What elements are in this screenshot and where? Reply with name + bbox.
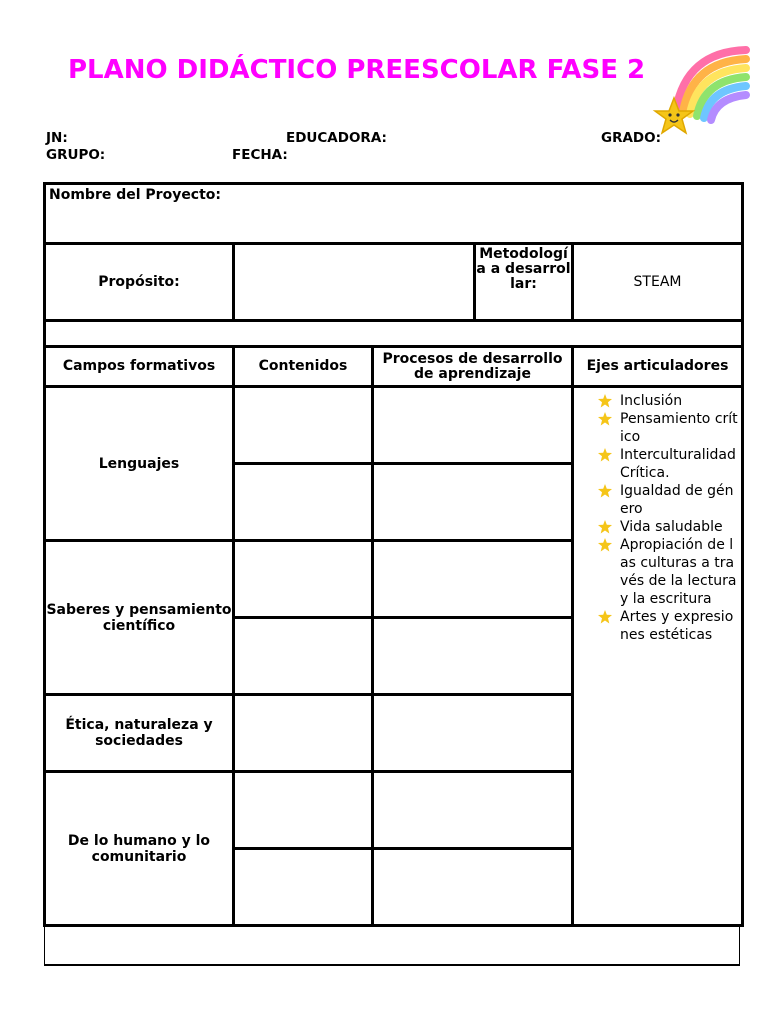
eje-item: Artes y expresiones estéticas [580, 608, 739, 644]
header-procesos: Procesos de desarrollo de aprendizaje [373, 347, 573, 387]
header-contenidos: Contenidos [234, 347, 373, 387]
header-campos: Campos formativos [45, 347, 234, 387]
star-bullet-icon [598, 394, 612, 408]
star-bullet-icon [598, 520, 612, 534]
eje-item: Inclusión [580, 392, 739, 410]
contenido-cell[interactable] [234, 695, 373, 772]
contenido-cell[interactable] [234, 618, 373, 695]
contenido-cell[interactable] [234, 464, 373, 541]
star-bullet-icon [598, 610, 612, 624]
rainbow-star-icon [646, 40, 750, 150]
campo-saberes: Saberes y pensamiento científico [45, 541, 234, 695]
page-title: PLANO DIDÁCTICO PREESCOLAR FASE 2 [68, 55, 646, 85]
fecha-label: FECHA: [232, 147, 288, 163]
campo-humano: De lo humano y lo comunitario [45, 772, 234, 926]
proposito-value-cell[interactable] [234, 244, 475, 321]
spacer-row [45, 321, 743, 347]
star-bullet-icon [598, 484, 612, 498]
proposito-label: Propósito: [45, 244, 234, 321]
planning-table [43, 182, 744, 927]
campo-etica: Ética, naturaleza y sociedades [45, 695, 234, 772]
proceso-cell[interactable] [373, 464, 573, 541]
proceso-cell[interactable] [373, 772, 573, 849]
header-ejes: Ejes articuladores [573, 347, 743, 387]
metodologia-value: STEAM [573, 244, 743, 321]
contenido-cell[interactable] [234, 772, 373, 849]
eje-item: Interculturalidad Crítica. [580, 446, 739, 482]
ejes-cell [573, 387, 743, 926]
contenido-cell[interactable] [234, 849, 373, 926]
eje-item: Pensamiento crítico [580, 410, 739, 446]
campo-lenguajes: Lenguajes [45, 387, 234, 541]
jn-label: JN: [46, 130, 68, 146]
grado-label: GRADO: [601, 130, 662, 146]
proceso-cell[interactable] [373, 541, 573, 618]
contenido-cell[interactable] [234, 387, 373, 464]
star-bullet-icon [598, 448, 612, 462]
footer-notes-box[interactable] [44, 925, 740, 966]
metodologia-label: Metodología a desarrollar: [475, 244, 573, 321]
eje-item: Apropiación de las culturas a través de la lectura y la escritura [580, 536, 739, 608]
proceso-cell[interactable] [373, 387, 573, 464]
eje-item: Vida saludable [580, 518, 739, 536]
eje-item: Igualdad de género [580, 482, 739, 518]
contenido-cell[interactable] [234, 541, 373, 618]
proceso-cell[interactable] [373, 849, 573, 926]
educadora-label: EDUCADORA: [286, 130, 387, 146]
grupo-label: GRUPO: [46, 147, 106, 163]
proceso-cell[interactable] [373, 695, 573, 772]
proceso-cell[interactable] [373, 618, 573, 695]
project-name-cell[interactable] [45, 184, 743, 244]
project-name-label: Nombre del Proyecto: [49, 187, 222, 203]
star-bullet-icon [598, 538, 612, 552]
star-bullet-icon [598, 412, 612, 426]
ejes-list [580, 392, 739, 644]
